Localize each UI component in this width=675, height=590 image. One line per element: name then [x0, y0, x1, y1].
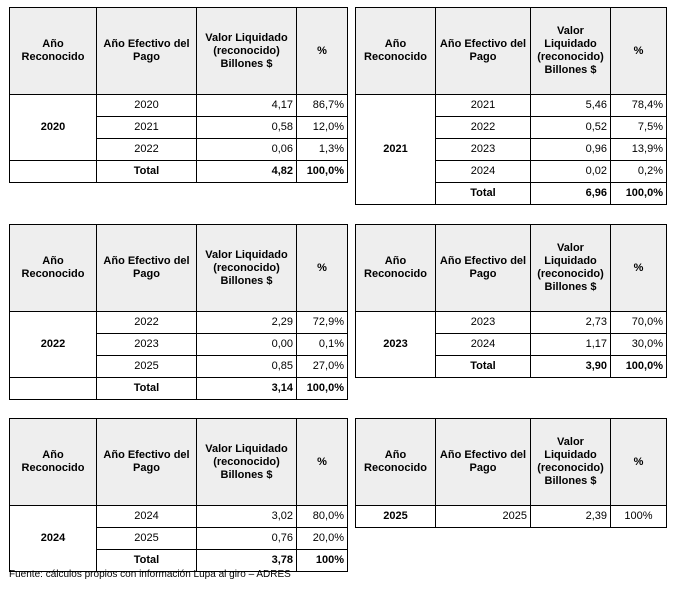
percent: 0,2% — [611, 161, 667, 183]
percent: 100% — [611, 506, 667, 528]
percent: 13,9% — [611, 139, 667, 161]
total-percent: 100,0% — [611, 183, 667, 205]
total-percent: 100% — [297, 550, 348, 572]
liquidated-value: 5,46 — [531, 95, 611, 117]
header-percent: % — [611, 419, 667, 506]
header-value: Valor Liquidado (reconocido) Billones $ — [197, 8, 297, 95]
liquidated-value: 2,39 — [531, 506, 611, 528]
header-year: Año Reconocido — [10, 225, 97, 312]
percent: 70,0% — [611, 312, 667, 334]
liquidated-value: 0,02 — [531, 161, 611, 183]
payment-year: 2022 — [436, 117, 531, 139]
total-label: Total — [97, 550, 197, 572]
total-label: Total — [436, 356, 531, 378]
payment-year: 2023 — [436, 139, 531, 161]
liquidated-value: 3,02 — [197, 506, 297, 528]
header-year: Año Reconocido — [10, 419, 97, 506]
percent: 27,0% — [297, 356, 348, 378]
payment-year: 2024 — [436, 161, 531, 183]
liquidated-value: 0,58 — [197, 117, 297, 139]
recognized-year: 2020 — [10, 95, 97, 161]
header-percent: % — [611, 8, 667, 95]
payment-year: 2024 — [436, 334, 531, 356]
table-2021 — [355, 7, 667, 205]
header-year: Año Reconocido — [356, 225, 436, 312]
header-value: Valor Liquidado (reconocido) Billones $ — [531, 225, 611, 312]
percent: 80,0% — [297, 506, 348, 528]
total-label: Total — [97, 161, 197, 183]
source-note — [9, 569, 291, 580]
payment-year: 2025 — [436, 506, 531, 528]
percent: 20,0% — [297, 528, 348, 550]
header-effective-year: Año Efectivo del Pago — [436, 419, 531, 506]
header-year: Año Reconocido — [356, 8, 436, 95]
header-effective-year: Año Efectivo del Pago — [97, 225, 197, 312]
total-value: 6,96 — [531, 183, 611, 205]
header-value: Valor Liquidado (reconocido) Billones $ — [531, 8, 611, 95]
payment-year: 2025 — [97, 356, 197, 378]
header-year: Año Reconocido — [10, 8, 97, 95]
table-2020 — [9, 7, 348, 183]
payment-year: 2023 — [97, 334, 197, 356]
header-year: Año Reconocido — [356, 419, 436, 506]
liquidated-value: 1,17 — [531, 334, 611, 356]
payment-year: 2021 — [97, 117, 197, 139]
header-percent: % — [297, 225, 348, 312]
header-effective-year: Año Efectivo del Pago — [97, 419, 197, 506]
liquidated-value: 4,17 — [197, 95, 297, 117]
liquidated-value: 0,52 — [531, 117, 611, 139]
payment-year: 2021 — [436, 95, 531, 117]
percent: 1,3% — [297, 139, 348, 161]
percent: 7,5% — [611, 117, 667, 139]
liquidated-value: 2,29 — [197, 312, 297, 334]
total-value: 3,78 — [197, 550, 297, 572]
recognized-year: 2022 — [10, 312, 97, 378]
table-2025 — [355, 418, 667, 528]
blank-cell — [10, 161, 97, 183]
payment-year: 2024 — [97, 506, 197, 528]
total-value: 3,90 — [531, 356, 611, 378]
header-effective-year: Año Efectivo del Pago — [436, 225, 531, 312]
blank-cell — [10, 378, 97, 400]
recognized-year: 2023 — [356, 312, 436, 378]
liquidated-value: 0,76 — [197, 528, 297, 550]
percent: 12,0% — [297, 117, 348, 139]
total-percent: 100,0% — [611, 356, 667, 378]
percent: 72,9% — [297, 312, 348, 334]
total-percent: 100,0% — [297, 378, 348, 400]
table-2022 — [9, 224, 348, 400]
total-value: 3,14 — [197, 378, 297, 400]
liquidated-value: 2,73 — [531, 312, 611, 334]
header-value: Valor Liquidado (reconocido) Billones $ — [531, 419, 611, 506]
total-label: Total — [97, 378, 197, 400]
header-effective-year: Año Efectivo del Pago — [97, 8, 197, 95]
recognized-year: 2024 — [10, 506, 97, 572]
header-percent: % — [297, 8, 348, 95]
total-label: Total — [436, 183, 531, 205]
percent: 86,7% — [297, 95, 348, 117]
payment-year: 2025 — [97, 528, 197, 550]
header-value: Valor Liquidado (reconocido) Billones $ — [197, 225, 297, 312]
source-text: cálculos propios con información Lupa al giro – ADRES — [45, 569, 291, 580]
liquidated-value: 0,96 — [531, 139, 611, 161]
percent: 30,0% — [611, 334, 667, 356]
percent: 78,4% — [611, 95, 667, 117]
recognized-year: 2021 — [356, 95, 436, 205]
total-percent: 100,0% — [297, 161, 348, 183]
header-percent: % — [297, 419, 348, 506]
liquidated-value: 0,85 — [197, 356, 297, 378]
source-label: Fuente: — [9, 569, 43, 580]
header-effective-year: Año Efectivo del Pago — [436, 8, 531, 95]
table-2023 — [355, 224, 667, 378]
total-value: 4,82 — [197, 161, 297, 183]
payment-year: 2023 — [436, 312, 531, 334]
payment-year: 2022 — [97, 312, 197, 334]
table-2024 — [9, 418, 348, 572]
payment-year: 2020 — [97, 95, 197, 117]
header-value: Valor Liquidado (reconocido) Billones $ — [197, 419, 297, 506]
header-percent: % — [611, 225, 667, 312]
recognized-year: 2025 — [356, 506, 436, 528]
liquidated-value: 0,00 — [197, 334, 297, 356]
percent: 0,1% — [297, 334, 348, 356]
liquidated-value: 0,06 — [197, 139, 297, 161]
payment-year: 2022 — [97, 139, 197, 161]
